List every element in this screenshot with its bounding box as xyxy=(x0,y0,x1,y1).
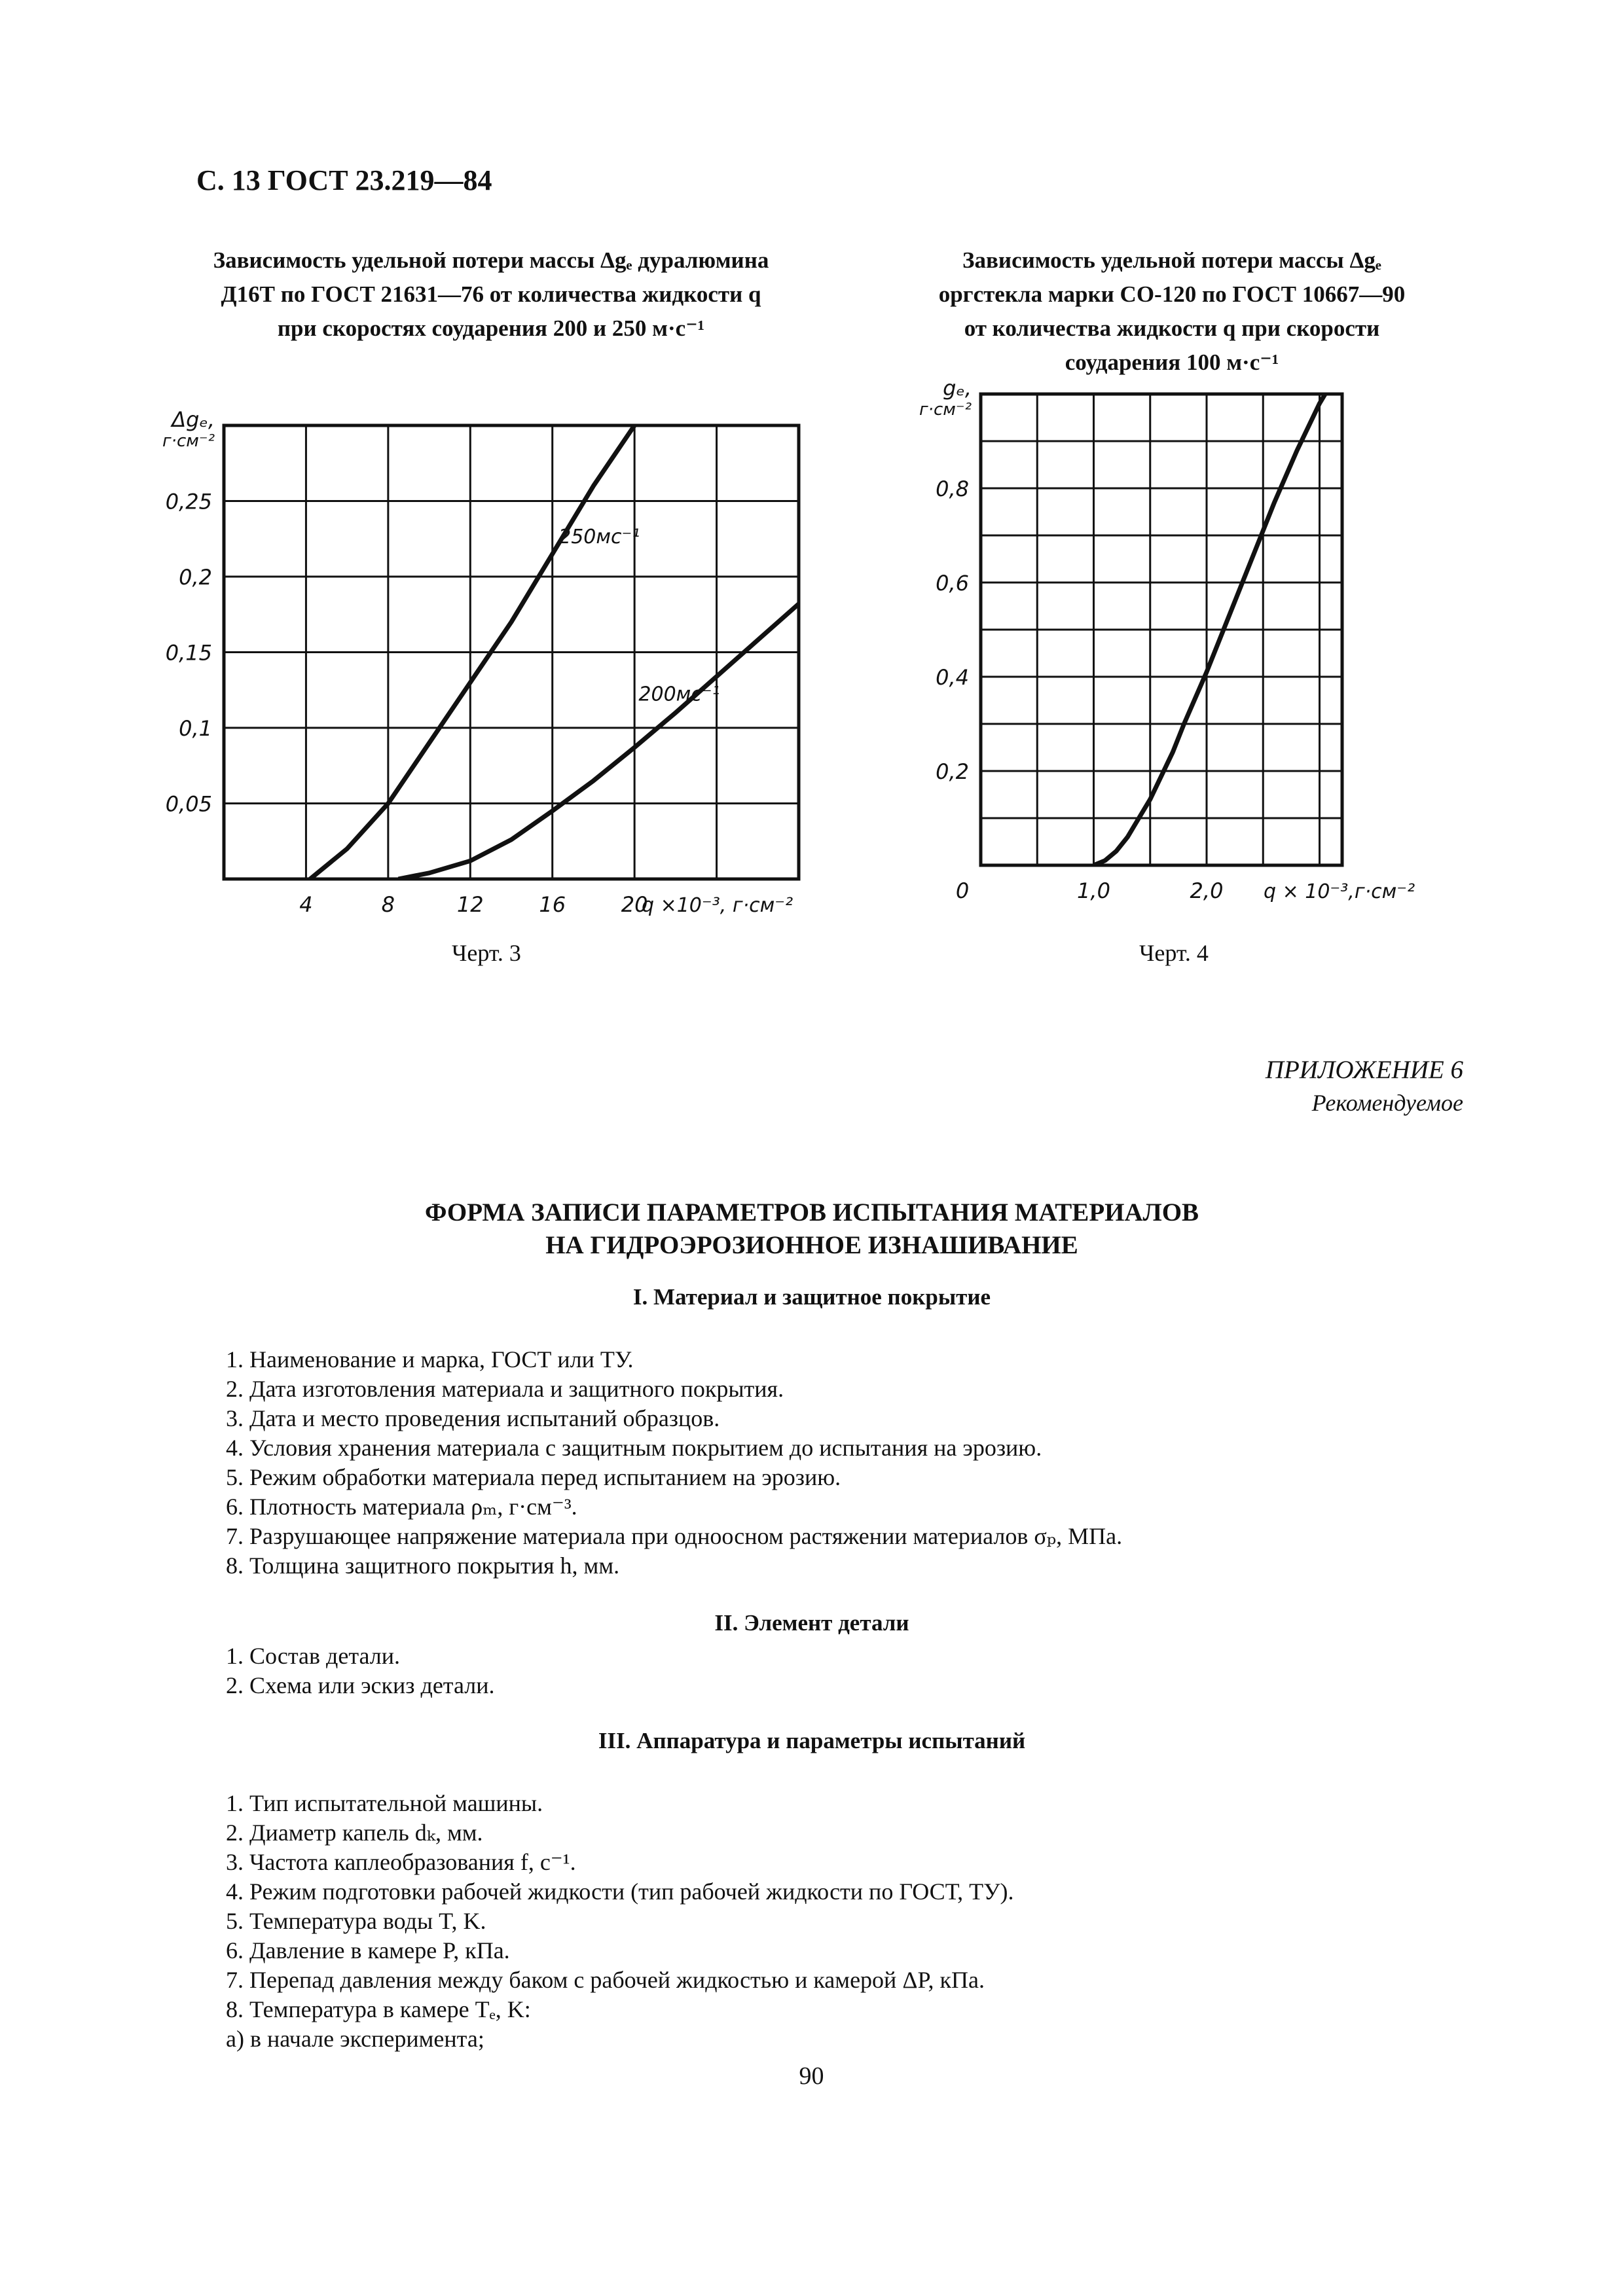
list-item: 3. Дата и место проведения испытаний образцов. xyxy=(226,1405,720,1431)
series-label: 250мс⁻¹ xyxy=(558,526,640,549)
y-tick-label: 0,2 xyxy=(936,759,969,784)
section-items xyxy=(226,1641,495,1700)
page-number: 90 xyxy=(799,2062,824,2090)
chart4-title xyxy=(877,243,1467,380)
chart4-title-line: Зависимость удельной потери массы Δgₑ xyxy=(962,247,1381,273)
section-title: II. Элемент детали xyxy=(714,1610,909,1636)
list-item: 8. Толщина защитного покрытия h, мм. xyxy=(226,1552,620,1579)
list-item: 5. Режим обработки материала перед испытанием на эрозию. xyxy=(226,1464,841,1490)
y-tick-label: 0,15 xyxy=(165,640,212,666)
y-tick-label: 0,8 xyxy=(936,476,969,501)
form-title-line: ФОРМА ЗАПИСИ ПАРАМЕТРОВ ИСПЫТАНИЯ МАТЕРИАЛОВ xyxy=(424,1198,1199,1227)
section-items xyxy=(226,1789,1014,2054)
y-axis-label: г·см⁻² xyxy=(162,431,215,451)
list-item: 7. Разрушающее напряжение материала при одноосном растяжении материалов σₚ, МПа. xyxy=(226,1523,1123,1549)
y-tick-label: 0,2 xyxy=(179,565,212,590)
series-line xyxy=(310,410,645,879)
series-line xyxy=(399,604,799,879)
y-tick-label: 0,6 xyxy=(936,571,969,596)
list-item: 5. Температура воды T, K. xyxy=(226,1908,486,1934)
chart3-title xyxy=(157,243,825,346)
y-tick-label: 0,1 xyxy=(179,716,212,741)
x-tick-label: 20 xyxy=(621,892,648,917)
list-item: 4. Режим подготовки рабочей жидкости (тип рабочей жидкости по ГОСТ, ТУ). xyxy=(226,1878,1014,1905)
x-tick-label: 8 xyxy=(381,892,395,917)
section-items xyxy=(226,1345,1122,1581)
chart3-title-line: Зависимость удельной потери массы Δgₑ дуралюмина xyxy=(213,247,769,273)
list-item: 8. Температура в камере Tₑ, K: xyxy=(226,1996,531,2022)
y-axis-label: г·см⁻² xyxy=(919,400,972,420)
list-item: 1. Состав детали. xyxy=(226,1643,401,1669)
chart4-caption: Черт. 4 xyxy=(1139,940,1209,966)
list-item: 2. Схема или эскиз детали. xyxy=(226,1672,495,1698)
x-axis-label: q ×10⁻³, г·см⁻² xyxy=(642,894,793,917)
x-tick-label: 2,0 xyxy=(1190,878,1224,903)
origin-label: 0 xyxy=(955,878,970,903)
list-item: 6. Давление в камере P, кПа. xyxy=(226,1937,510,1964)
y-tick-label: 0,05 xyxy=(165,791,212,817)
list-item: 3. Частота каплеобразования f, с⁻¹. xyxy=(226,1849,576,1875)
y-tick-label: 0,4 xyxy=(936,665,969,690)
section-title: III. Аппаратура и параметры испытаний xyxy=(598,1728,1026,1753)
form-title xyxy=(196,1196,1427,1262)
chart4-title-line: соударения 100 м·с⁻¹ xyxy=(1065,350,1279,375)
list-item: 6. Плотность материала ρₘ, г·см⁻³. xyxy=(226,1494,577,1520)
y-axis-label: gₑ, xyxy=(943,376,972,401)
x-tick-label: 12 xyxy=(456,892,484,917)
y-axis-label: Δgₑ, xyxy=(172,407,215,432)
chart3-caption: Черт. 3 xyxy=(452,940,521,966)
x-tick-label: 4 xyxy=(299,892,313,917)
list-item: 2. Диаметр капель dₖ, мм. xyxy=(226,1820,483,1846)
chart4-title-line: от количества жидкости q при скорости xyxy=(964,315,1380,341)
chart3-title-line: при скоростях соударения 200 и 250 м·с⁻¹ xyxy=(277,315,705,341)
section-title: I. Материал и защитное покрытие xyxy=(632,1284,991,1310)
list-item: 2. Дата изготовления материала и защитного покрытия. xyxy=(226,1376,784,1402)
chart3 xyxy=(144,406,838,923)
chart3-title-line: Д16Т по ГОСТ 21631—76 от количества жидкости q xyxy=(221,281,761,307)
appendix-title xyxy=(1113,1054,1463,1119)
x-axis-label: q × 10⁻³,г·см⁻² xyxy=(1264,880,1415,903)
chart4 xyxy=(877,367,1506,923)
x-tick-label: 1,0 xyxy=(1077,878,1110,903)
x-tick-label: 16 xyxy=(539,892,566,917)
y-tick-label: 0,25 xyxy=(165,489,212,514)
list-item: 1. Тип испытательной машины. xyxy=(226,1790,543,1816)
list-item: 4. Условия хранения материала с защитным покрытием до испытания на эрозию. xyxy=(226,1435,1042,1461)
form-title-line: НА ГИДРОЭРОЗИОННОЕ ИЗНАШИВАНИЕ xyxy=(545,1231,1078,1259)
list-item: а) в начале эксперимента; xyxy=(226,2026,484,2052)
chart4-title-line: оргстекла марки СО-120 по ГОСТ 10667—90 xyxy=(938,281,1406,307)
list-item: 7. Перепад давления между баком с рабочей жидкостью и камерой ΔP, кПа. xyxy=(226,1967,985,1993)
page-header: С. 13 ГОСТ 23.219—84 xyxy=(196,164,492,196)
series-label: 200мс⁻¹ xyxy=(638,683,720,706)
appendix-number: ПРИЛОЖЕНИЕ 6 xyxy=(1265,1056,1463,1084)
list-item: 1. Наименование и марка, ГОСТ или ТУ. xyxy=(226,1346,634,1372)
appendix-subtitle: Рекомендуемое xyxy=(1311,1090,1463,1116)
